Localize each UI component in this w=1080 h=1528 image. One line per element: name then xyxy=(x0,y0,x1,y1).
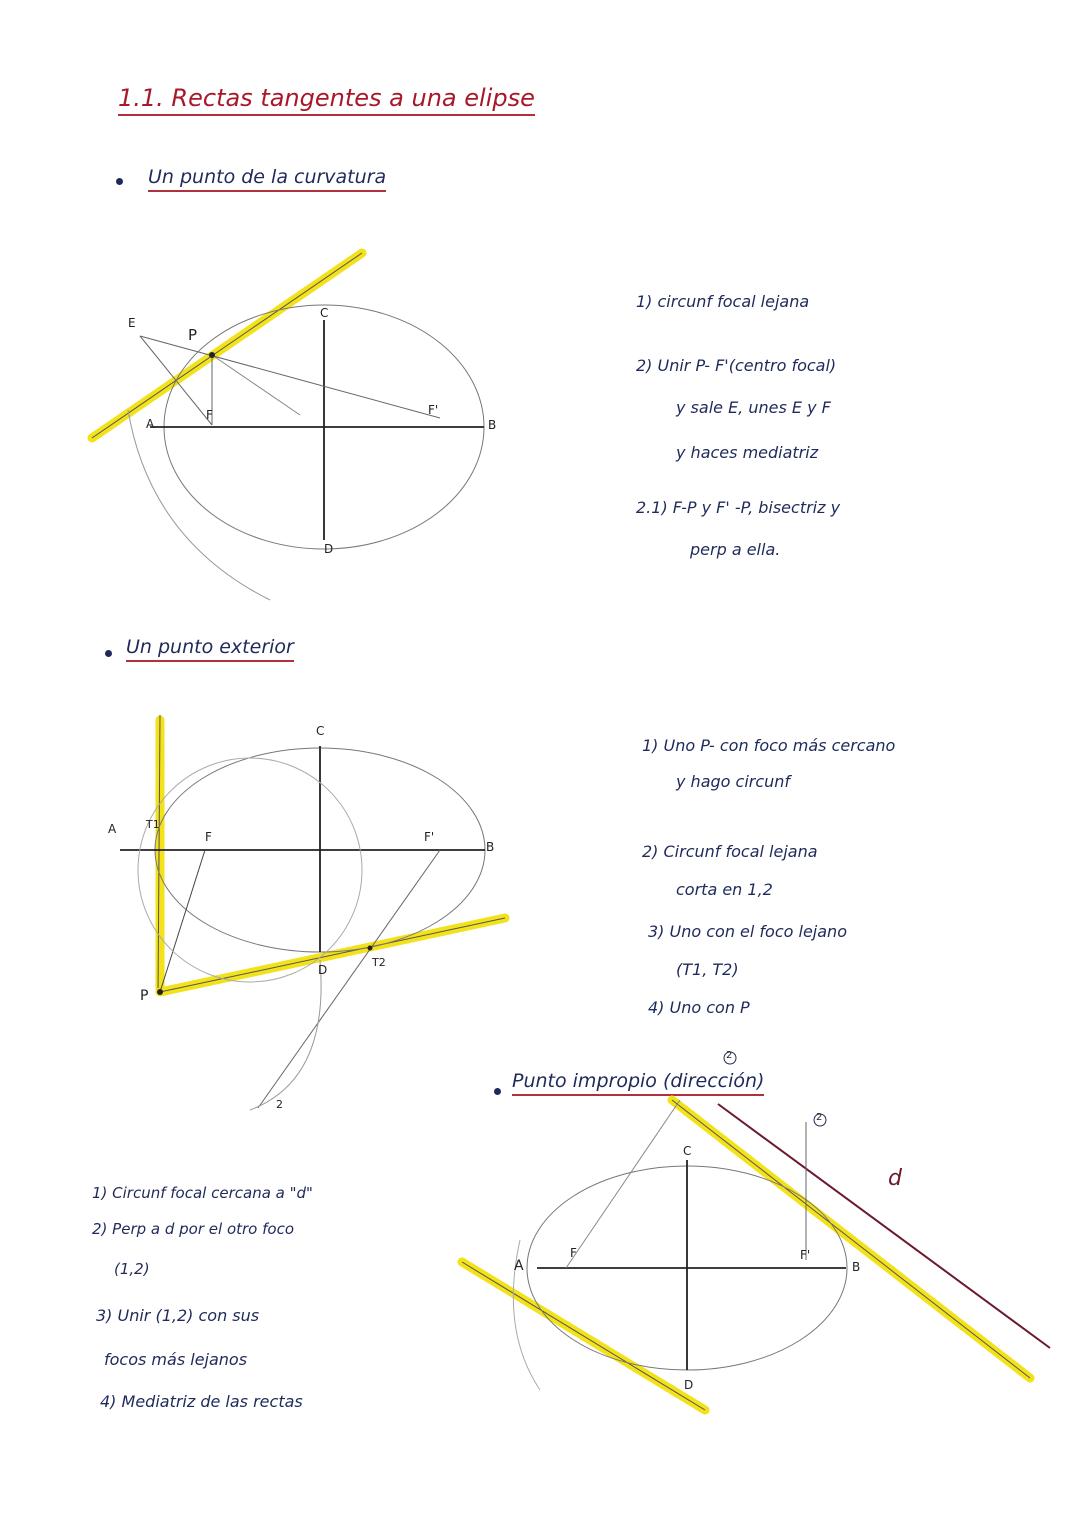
label-p-2: P xyxy=(140,988,149,1004)
label-t2: T2 xyxy=(372,956,386,969)
curvature-step-5: 2.1) F-P y F' -P, bisectriz y xyxy=(636,498,841,517)
section-heading-exterior: Un punto exterior xyxy=(126,636,294,662)
exterior-right-step-3: 2) Circunf focal lejana xyxy=(642,842,818,861)
label-p-1: P xyxy=(188,326,198,344)
construction-line-3 xyxy=(566,1100,680,1268)
label-two-2: 2 xyxy=(276,1098,283,1111)
direction-line xyxy=(718,1104,1050,1348)
label-f-2: F xyxy=(205,830,212,844)
exterior-left-step-3: (1,2) xyxy=(114,1260,150,1278)
label-fprime-3: F' xyxy=(800,1248,811,1262)
curvature-step-2: 2) Unir P- F'(centro focal) xyxy=(636,356,837,375)
label-a-3: A xyxy=(514,1258,524,1274)
exterior-left-step-1: 1) Circunf focal cercana a "d" xyxy=(92,1184,313,1202)
curvature-step-1: 1) circunf focal lejana xyxy=(636,292,810,311)
exterior-right-step-2: y hago circunf xyxy=(676,772,791,791)
curvature-step-4: y haces mediatriz xyxy=(676,443,819,462)
exterior-left-step-4: 3) Unir (1,2) con sus xyxy=(96,1306,260,1325)
label-d-3: D xyxy=(684,1378,694,1392)
label-f-3: F xyxy=(570,1246,577,1260)
curvature-step-3: y sale E, unes E y F xyxy=(676,398,831,417)
exterior-right-step-6: (T1, T2) xyxy=(676,960,739,979)
label-fprime-2: F' xyxy=(424,830,435,844)
label-two-3a: 2 xyxy=(726,1050,733,1061)
label-a-1: A xyxy=(146,417,155,431)
tangent-upper xyxy=(672,1100,1030,1378)
label-f-1: F xyxy=(206,408,213,422)
label-t1: T1 xyxy=(146,818,160,831)
label-c-3: C xyxy=(683,1144,692,1158)
exterior-left-step-5: focos más lejanos xyxy=(104,1350,248,1369)
label-e-1: E xyxy=(128,316,136,330)
label-d-2: D xyxy=(318,963,328,977)
exterior-right-step-4: corta en 1,2 xyxy=(676,880,773,899)
exterior-left-step-6: 4) Mediatriz de las rectas xyxy=(100,1392,303,1411)
curvature-step-6: perp a ella. xyxy=(690,540,781,559)
exterior-right-step-7: 4) Uno con P xyxy=(648,998,750,1017)
label-b-1: B xyxy=(488,418,497,432)
page-title-text: 1.1. Rectas tangentes a una elipse xyxy=(118,84,535,112)
label-b-2: B xyxy=(486,840,495,854)
label-c-1: C xyxy=(320,306,329,320)
label-direction-d: d xyxy=(888,1166,902,1191)
section-heading-curvature: Un punto de la curvatura xyxy=(148,166,386,192)
exterior-left-step-2: 2) Perp a d por el otro foco xyxy=(92,1220,294,1238)
label-c-2: C xyxy=(316,724,325,738)
label-b-3: B xyxy=(852,1260,861,1274)
exterior-right-step-1: 1) Uno P- con foco más cercano xyxy=(642,736,896,755)
exterior-right-step-5: 3) Uno con el foco lejano xyxy=(648,922,847,941)
tangent-lower xyxy=(462,1262,705,1410)
label-d-1: D xyxy=(324,542,334,556)
label-a-2: A xyxy=(108,822,117,836)
label-fprime-1: F' xyxy=(428,403,439,417)
section-heading-improper: Punto impropio (dirección) xyxy=(512,1070,764,1096)
label-two-3b: 2 xyxy=(816,1112,823,1123)
